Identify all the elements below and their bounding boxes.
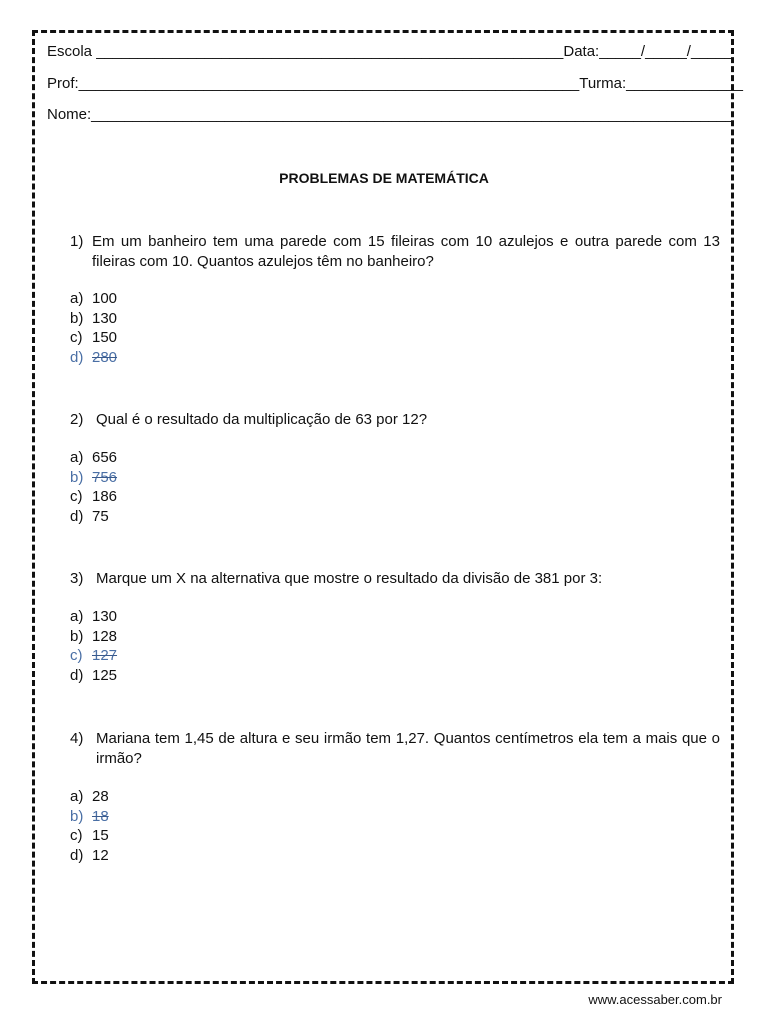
option-b-marked[interactable]: b) 18 bbox=[70, 807, 109, 825]
page-title: PROBLEMAS DE MATEMÁTICA bbox=[279, 170, 489, 186]
question-number: 1) bbox=[70, 233, 84, 250]
option-c[interactable]: c) 15 bbox=[70, 827, 109, 844]
question-number: 4) bbox=[70, 730, 84, 747]
question-text: Marque um X na alternativa que mostre o resultado da divisão de 381 por 3: bbox=[96, 570, 603, 587]
option-b[interactable]: b) 130 bbox=[70, 309, 118, 327]
option-d[interactable]: d) 12 bbox=[70, 846, 109, 864]
question-number: 3) bbox=[70, 570, 84, 587]
option-c-marked[interactable]: c) 127 bbox=[70, 647, 118, 664]
option-d-marked[interactable]: d) 280 bbox=[70, 348, 118, 366]
question-number: 2) bbox=[70, 411, 84, 428]
options-1 bbox=[70, 289, 117, 367]
option-a[interactable]: a) 130 bbox=[70, 608, 118, 625]
question-text: Mariana tem 1,45 de altura e seu irmão tem 1,27. Quantos centímetros ela tem a mais que o irmão? bbox=[96, 730, 720, 767]
escola-data-field[interactable]: Escola ________________________________________________________Data:_____/_____/_____ bbox=[47, 43, 733, 60]
nome-field[interactable]: Nome:_____________________________________________________________________________ bbox=[47, 106, 734, 123]
option-b[interactable]: b) 128 bbox=[70, 627, 118, 645]
options-2 bbox=[70, 448, 117, 526]
question-2 bbox=[70, 410, 720, 430]
question-text: Qual é o resultado da multiplicação de 63 por 12? bbox=[96, 411, 428, 428]
footer-website: www.acessaber.com.br bbox=[588, 992, 722, 1007]
option-d[interactable]: d) 125 bbox=[70, 666, 118, 684]
question-1 bbox=[70, 232, 720, 272]
option-d[interactable]: d) 75 bbox=[70, 507, 109, 525]
option-a[interactable]: a) 656 bbox=[70, 449, 118, 466]
options-3 bbox=[70, 607, 117, 685]
prof-turma-field[interactable]: Prof:____________________________________________________________Turma:______________ bbox=[47, 75, 743, 92]
option-c[interactable]: c) 186 bbox=[70, 488, 118, 505]
question-3 bbox=[70, 569, 720, 589]
option-a[interactable]: a) 28 bbox=[70, 788, 109, 805]
option-b-marked[interactable]: b) 756 bbox=[70, 468, 118, 486]
option-c[interactable]: c) 150 bbox=[70, 329, 118, 346]
question-text: Em um banheiro tem uma parede com 15 fileiras com 10 azulejos e outra parede com 13 fileiras com 10. Quantos azulejos têm no banheiro? bbox=[92, 233, 720, 270]
option-a[interactable]: a) 100 bbox=[70, 290, 118, 307]
options-4 bbox=[70, 787, 109, 865]
question-4 bbox=[70, 729, 720, 769]
